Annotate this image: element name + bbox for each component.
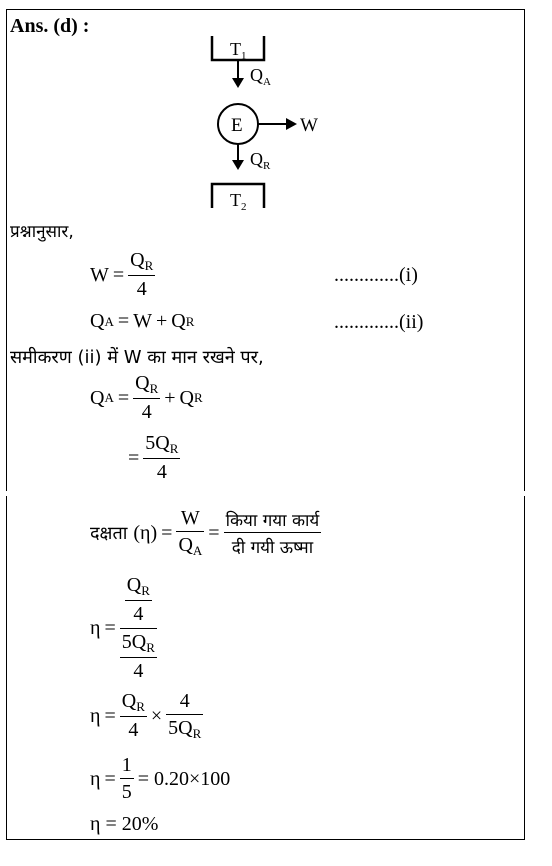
- top-reservoir-label: $T_1$: [230, 39, 247, 62]
- equation-2: Q A = W + Q R: [90, 310, 195, 332]
- eq1-fraction: $\frac{Q_R}{4}$: [130, 249, 154, 300]
- substitution-text: समीकरण (ii) में W का मान रखने पर,: [10, 347, 264, 368]
- bottom-reservoir-label: $T_2$: [230, 190, 247, 213]
- eta2-fraction-1: $\frac{Q_R}{4}$: [121, 690, 145, 741]
- eta1-outer-fraction: $\frac{\frac{Q_R}{4}}{\frac{5Q_R}{4}}$: [121, 574, 155, 682]
- eta2-fraction-2: $\frac{4}{5Q_R}$: [168, 690, 202, 741]
- equation-3: Q A = $\frac{Q_R}{4}$ + Q R: [90, 372, 203, 423]
- efficiency-fraction: $\frac{W}{Q_A}$: [178, 507, 203, 558]
- equation-1-tag: .............(i): [334, 264, 418, 286]
- heat-out-arrowhead: [232, 160, 244, 170]
- eq4-fraction: $\frac{5Q_R}{4}$: [145, 432, 179, 483]
- heat-engine-diagram: [200, 34, 340, 214]
- work-arrowhead: [286, 118, 297, 130]
- equation-4: = $\frac{5Q_R}{4}$: [128, 432, 179, 483]
- equation-2-tag: .............(ii): [334, 311, 424, 333]
- bottom-reservoir: [212, 184, 264, 213]
- efficiency-definition: दक्षता (η) = $\frac{W}{Q_A}$ = $\frac{\text{किया गया कार्य}}{\text{दी गयी ऊष्मा}}$: [90, 507, 320, 558]
- heat-out-label: $Q_R$: [250, 149, 271, 172]
- eq3-fraction: $\frac{Q_R}{4}$: [135, 372, 159, 423]
- work-label: W: [300, 115, 318, 136]
- eta-fraction-value: η = $\frac{1}{5}$ = 0.20×100: [90, 754, 231, 803]
- intro-text: प्रश्नानुसार,: [10, 222, 74, 242]
- efficiency-hindi-fraction: $\frac{\text{किया गया कार्य}}{\text{दी गयी ऊष्मा}}$: [225, 511, 320, 558]
- border-gap-right: [521, 491, 525, 496]
- heat-in-arrowhead: [232, 78, 244, 88]
- border-gap-left: [4, 491, 8, 496]
- eta-product: η = $\frac{Q_R}{4}$ × $\frac{4}{5Q_R}$: [90, 690, 202, 741]
- equation-1: W = $\frac{Q_R}{4}$: [90, 249, 154, 300]
- heat-in-label: $Q_A$: [250, 65, 271, 88]
- top-reservoir: [212, 36, 264, 62]
- eta-complex-fraction: η = $\frac{\frac{Q_R}{4}}{\frac{5Q_R}{4}}$: [90, 574, 155, 682]
- eta3-fraction: $\frac{1}{5}$: [121, 754, 132, 803]
- engine-label: E: [231, 115, 243, 136]
- final-efficiency: η = 20%: [90, 813, 159, 835]
- answer-label: Ans. (d) :: [10, 15, 90, 37]
